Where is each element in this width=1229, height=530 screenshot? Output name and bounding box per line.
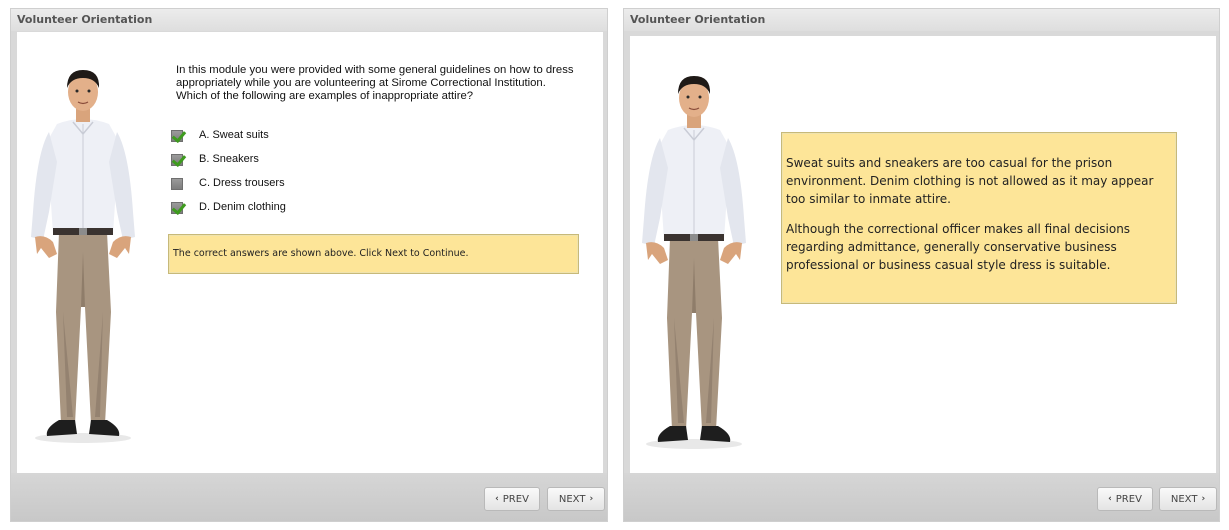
explanation-paragraph-1: Sweat suits and sneakers are too casual for the prison environment. Denim clothing is not allowed as it may appear too similar to inmate attire.: [786, 156, 1154, 206]
explanation-panel: [623, 8, 1220, 522]
checkbox-unchecked-icon[interactable]: [171, 178, 183, 190]
nav-footer: [11, 473, 607, 521]
option-b[interactable]: [171, 152, 286, 176]
option-label: A. Sweat suits: [199, 129, 269, 141]
option-label: C. Dress trousers: [199, 177, 285, 189]
chevron-right-icon: ›: [1201, 494, 1206, 504]
question-text: In this module you were provided with some general guidelines on how to dress appropriately while you are volunteering at Sirome Correctional Institution. Which of the following are examples of inappropriate attire?: [176, 64, 574, 102]
nav-footer: [624, 473, 1219, 521]
next-button[interactable]: [1159, 487, 1217, 511]
next-label: NEXT: [558, 493, 586, 505]
next-label: NEXT: [1170, 493, 1198, 505]
man-character-illustration: [23, 62, 147, 452]
next-button[interactable]: [547, 487, 605, 511]
answer-options: [171, 128, 286, 224]
prev-button[interactable]: [484, 487, 540, 511]
option-label: D. Denim clothing: [199, 201, 286, 213]
explanation-box: [781, 132, 1177, 304]
man-character-illustration: [634, 68, 758, 458]
checkbox-checked-icon[interactable]: [171, 154, 183, 166]
option-label: B. Sneakers: [199, 153, 259, 165]
prev-label: PREV: [1115, 493, 1142, 505]
checkbox-checked-icon[interactable]: [171, 202, 183, 214]
option-a[interactable]: [171, 128, 286, 152]
checkbox-checked-icon[interactable]: [171, 130, 183, 142]
chevron-left-icon: ‹: [495, 494, 499, 504]
chevron-right-icon: ›: [589, 494, 594, 504]
prev-label: PREV: [502, 493, 529, 505]
option-c[interactable]: [171, 176, 286, 200]
slide-content: [17, 32, 603, 474]
panel-title: Volunteer Orientation: [624, 9, 1219, 31]
option-d[interactable]: [171, 200, 286, 224]
quiz-panel: [10, 8, 608, 522]
slide-content: [630, 36, 1216, 478]
explanation-paragraph-2: Although the correctional officer makes all final decisions regarding admittance, generally conservative business professional or business casual style dress is suitable.: [786, 222, 1131, 272]
prev-button[interactable]: [1097, 487, 1153, 511]
feedback-message: The correct answers are shown above. Click Next to Continue.: [168, 234, 579, 274]
panel-title: Volunteer Orientation: [11, 9, 607, 31]
chevron-left-icon: ‹: [1108, 494, 1112, 504]
